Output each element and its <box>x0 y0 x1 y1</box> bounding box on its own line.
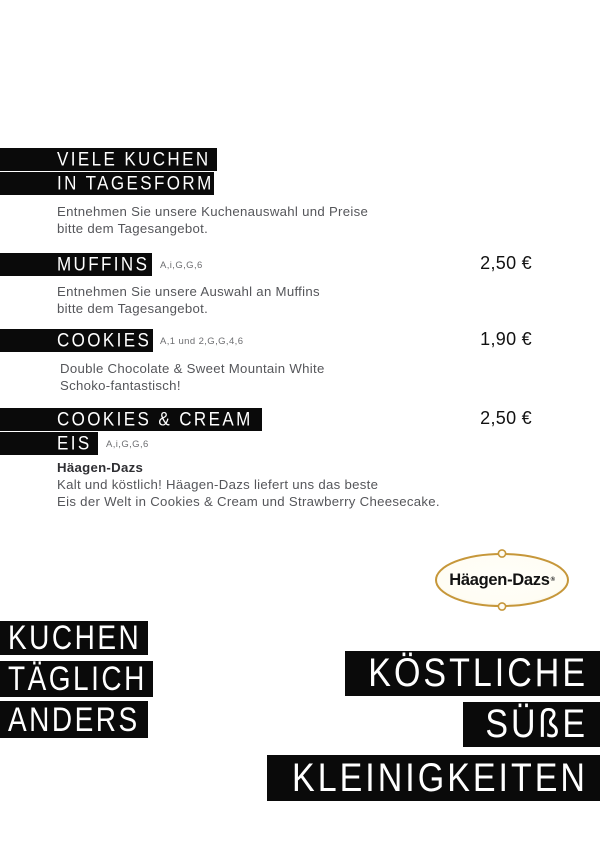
header-intro-text <box>57 203 368 237</box>
cookies-title: COOKIES <box>57 329 152 351</box>
cookies-price: 1,90 € <box>480 329 532 349</box>
eis-bar <box>0 432 98 455</box>
muffins-description <box>57 283 320 317</box>
haagen-dazs-logo-text: Häagen-Dazs ® <box>449 570 555 589</box>
cookies-cream-bar <box>0 408 262 431</box>
haagen-dazs-logo <box>433 549 571 611</box>
muffins-bar <box>0 253 152 276</box>
footer-left-bar2 <box>0 661 153 697</box>
eis-title: EIS <box>57 432 92 454</box>
eis-brand-title: Häagen-Dazs <box>57 460 144 475</box>
muffins-desc-line1: Entnehmen Sie unsere Auswahl an Muffins <box>57 284 320 299</box>
cookies-desc-line2: Schoko-fantastisch! <box>60 378 181 393</box>
header-title-line1: VIELE KUCHEN <box>57 148 211 170</box>
cookies-bar <box>0 329 153 352</box>
footer-right-bar2 <box>463 702 600 747</box>
footer-right-line1: KÖSTLICHE <box>368 650 588 696</box>
footer-left-bar1 <box>0 618 148 657</box>
muffins-desc-line2: bitte dem Tagesangebot. <box>57 301 209 316</box>
registered-trademark-icon: ® <box>550 577 555 583</box>
muffins-title: MUFFINS <box>57 253 150 275</box>
eis-allergens: A,i,G,G,6 <box>106 439 149 450</box>
footer-left-line1: KUCHEN <box>8 618 142 657</box>
header-intro-line2: bitte dem Tagesangebot. <box>57 221 209 236</box>
eis-desc-line2: Eis der Welt in Cookies & Cream und Strawberry Cheesecake. <box>57 494 440 509</box>
header-bar-line2 <box>0 172 214 195</box>
header-intro-line1: Entnehmen Sie unsere Kuchenauswahl und Preise <box>57 204 369 219</box>
eis-price: 2,50 € <box>480 408 532 428</box>
header-title-line2: IN TAGESFORM <box>57 172 214 194</box>
footer-right-bar3 <box>267 755 600 801</box>
footer-right-line2: SÜßE <box>485 701 588 747</box>
muffins-price: 2,50 € <box>480 253 532 273</box>
cookies-allergens: A,1 und 2,G,G,4,6 <box>160 336 244 347</box>
cookies-desc-line1: Double Chocolate & Sweet Mountain White <box>60 361 325 376</box>
eis-description <box>57 459 440 510</box>
header-bar-line1 <box>0 148 217 171</box>
footer-left-line2: TÄGLICH <box>8 659 147 698</box>
muffins-allergens: A,i,G,G,6 <box>160 260 203 271</box>
cookies-description <box>60 360 325 394</box>
footer-left-line3: ANDERS <box>8 699 140 738</box>
cookies-cream-title: COOKIES & CREAM <box>57 408 253 430</box>
eis-desc-line1: Kalt und köstlich! Häagen-Dazs liefert uns das beste <box>57 477 379 492</box>
footer-left-bar3 <box>0 701 148 738</box>
footer-right-bar1 <box>345 651 600 696</box>
footer-right-line3: KLEINIGKEITEN <box>292 754 588 800</box>
